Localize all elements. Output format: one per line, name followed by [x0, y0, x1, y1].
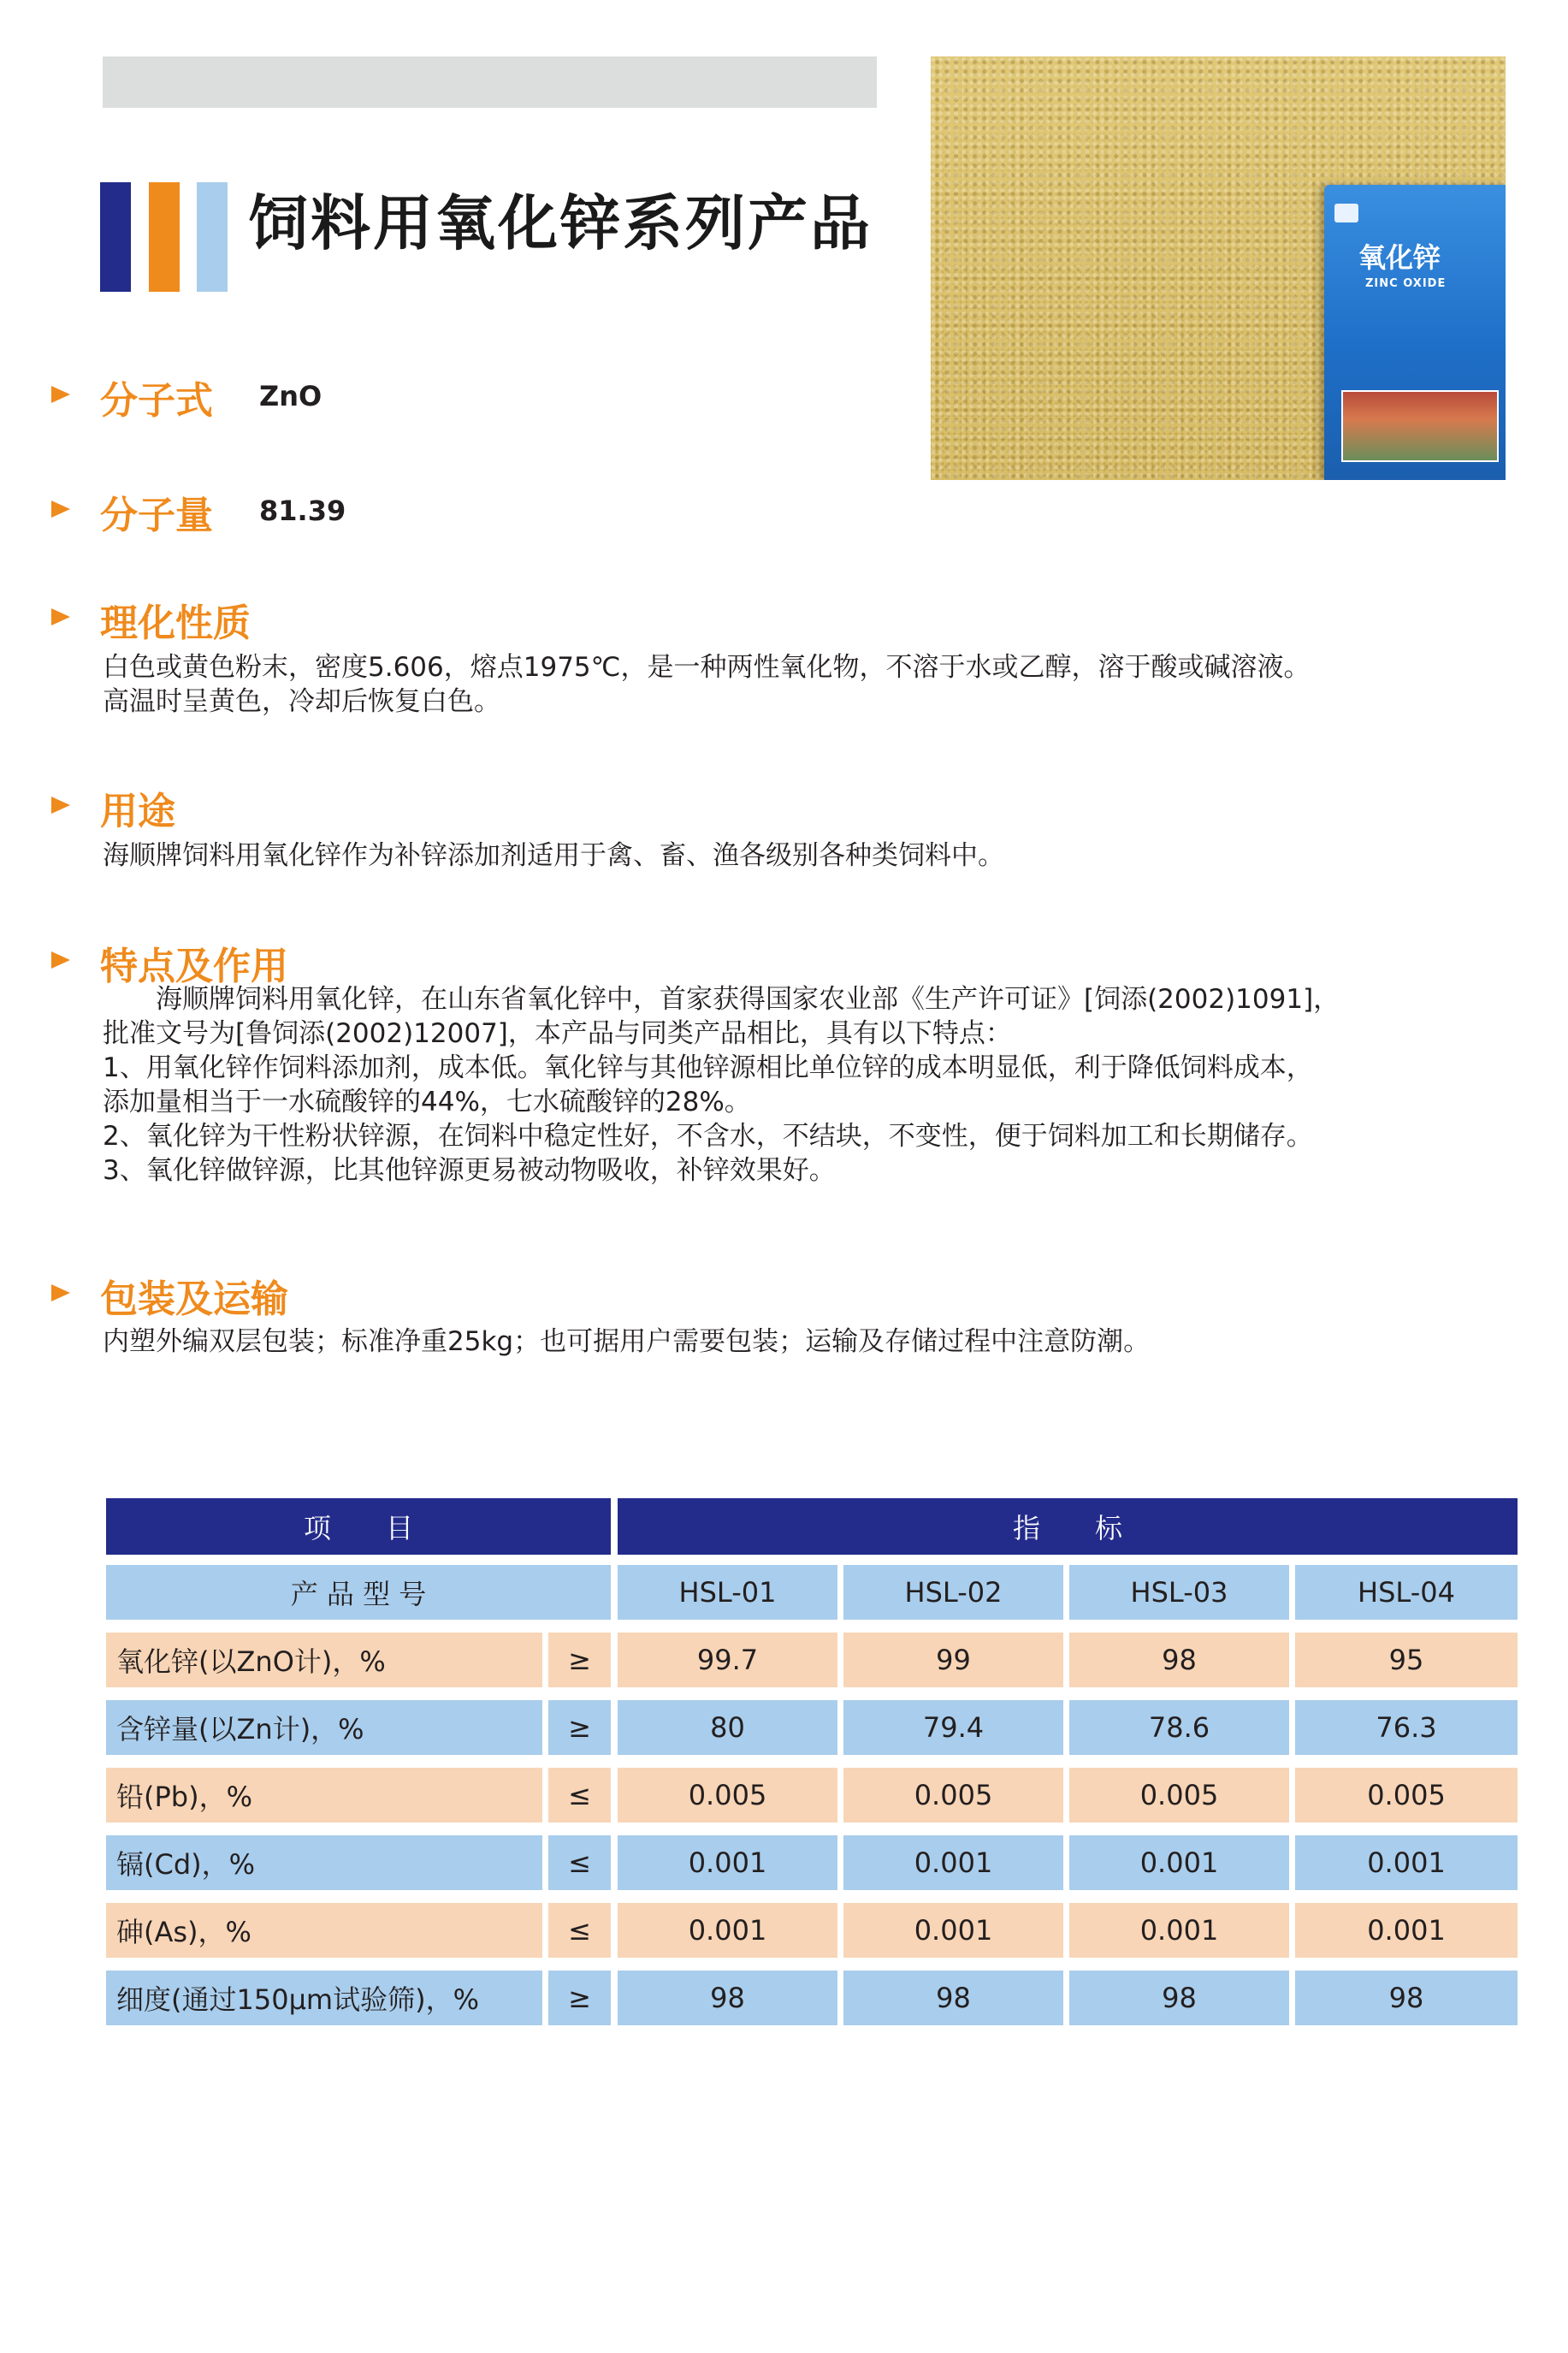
row-value-cell: 99 — [843, 1633, 1063, 1687]
row-value-cell: 0.001 — [1069, 1835, 1289, 1890]
header-gray-bar — [103, 56, 877, 108]
row-name-cell: 含锌量(以Zn计)，% — [106, 1700, 542, 1755]
model-label-cell: 产 品 型 号 — [106, 1565, 611, 1620]
row-value-cell: 79.4 — [843, 1700, 1063, 1755]
properties-line-2: 高温时呈黄色，冷却后恢复白色。 — [103, 686, 500, 717]
features-label: 特点及作用 — [100, 945, 288, 988]
row-value-cell: 0.001 — [618, 1903, 837, 1958]
row-operator-cell: ≥ — [548, 1633, 611, 1687]
row-value-cell: 0.001 — [843, 1903, 1063, 1958]
model-cell: HSL-02 — [843, 1565, 1063, 1620]
bullet-arrow-icon — [51, 797, 70, 814]
row-value-cell: 0.001 — [843, 1835, 1063, 1890]
product-photo — [931, 56, 1506, 480]
model-cell: HSL-03 — [1069, 1565, 1289, 1620]
row-name-cell: 氧化锌(以ZnO计)，% — [106, 1633, 542, 1687]
row-value-cell: 95 — [1295, 1633, 1518, 1687]
bullet-arrow-icon — [51, 501, 70, 518]
row-value-cell: 0.005 — [843, 1768, 1063, 1823]
row-value-cell: 0.001 — [1069, 1903, 1289, 1958]
features-line-5: 2、氧化锌为干性粉状锌源，在饲料中稳定性好，不含水，不结块，不变性，便于饲料加工和长期储存。 — [103, 1121, 1313, 1152]
row-name-cell: 砷(As)，% — [106, 1903, 542, 1958]
row-value-cell: 0.005 — [1295, 1768, 1518, 1823]
row-value-cell: 76.3 — [1295, 1700, 1518, 1755]
molecular-weight-value: 81.39 — [259, 495, 346, 527]
row-operator-cell: ≥ — [548, 1700, 611, 1755]
model-cell: HSL-04 — [1295, 1565, 1518, 1620]
row-value-cell: 0.005 — [1069, 1768, 1289, 1823]
title-stripe-navy — [100, 182, 131, 292]
row-value-cell: 99.7 — [618, 1633, 837, 1687]
bullet-arrow-icon — [51, 386, 70, 403]
row-value-cell: 0.001 — [1295, 1835, 1518, 1890]
row-operator-cell: ≥ — [548, 1971, 611, 2025]
row-value-cell: 98 — [1069, 1633, 1289, 1687]
row-name-cell: 镉(Cd)，% — [106, 1835, 542, 1890]
row-operator-cell: ≤ — [548, 1835, 611, 1890]
factory-building-image — [1341, 390, 1499, 462]
row-value-cell: 98 — [843, 1971, 1063, 2025]
bag-title: 氧化锌 — [1358, 241, 1441, 274]
row-name-cell: 铅(Pb)，% — [106, 1768, 542, 1823]
page-title: 饲料用氧化锌系列产品 — [248, 188, 873, 258]
features-line-2: 批准文号为[鲁饲添(2002)12007]，本产品与同类产品相比，具有以下特点： — [103, 1018, 1012, 1049]
row-operator-cell: ≤ — [548, 1768, 611, 1823]
formula-label: 分子式 — [100, 379, 213, 423]
features-line-4: 添加量相当于一水硫酸锌的44%，七水硫酸锌的28%。 — [103, 1087, 751, 1117]
row-value-cell: 98 — [1069, 1971, 1289, 2025]
row-operator-cell: ≤ — [548, 1903, 611, 1958]
row-value-cell: 0.001 — [1295, 1903, 1518, 1958]
title-stripe-orange — [149, 182, 180, 292]
properties-label: 理化性质 — [100, 602, 251, 645]
features-line-6: 3、氧化锌做锌源，比其他锌源更易被动物吸收，补锌效果好。 — [103, 1155, 836, 1186]
bag-subtitle: ZINC OXIDE — [1365, 277, 1447, 290]
usage-label: 用途 — [100, 790, 175, 833]
bullet-arrow-icon — [51, 608, 70, 625]
packaging-label: 包装及运输 — [100, 1277, 288, 1321]
table-header-index: 指 标 — [618, 1498, 1518, 1555]
row-value-cell: 80 — [618, 1700, 837, 1755]
usage-line-1: 海顺牌饲料用氧化锌作为补锌添加剂适用于禽、畜、渔各级别各种类饲料中。 — [103, 840, 1004, 871]
title-stripe-lightblue — [197, 182, 228, 292]
bullet-arrow-icon — [51, 951, 70, 969]
row-name-cell: 细度(通过150μm试验筛)，% — [106, 1971, 542, 2025]
row-value-cell: 0.005 — [618, 1768, 837, 1823]
row-value-cell: 98 — [618, 1971, 837, 2025]
formula-value: ZnO — [259, 380, 322, 412]
table-header-item: 项 目 — [106, 1498, 611, 1555]
row-value-cell: 78.6 — [1069, 1700, 1289, 1755]
row-value-cell: 98 — [1295, 1971, 1518, 2025]
features-line-1: 海顺牌饲料用氧化锌，在山东省氧化锌中，首家获得国家农业部《生产许可证》[饲添(2002)1091]， — [103, 984, 1340, 1015]
brand-logo-icon — [1334, 204, 1358, 222]
packaging-line-1: 内塑外编双层包装；标准净重25kg；也可据用户需要包装；运输及存储过程中注意防潮。 — [103, 1326, 1151, 1357]
model-cell: HSL-01 — [618, 1565, 837, 1620]
features-line-3: 1、用氧化锌作饲料添加剂，成本低。氧化锌与其他锌源相比单位锌的成本明显低，利于降低饲料成本， — [103, 1052, 1313, 1083]
properties-line-1: 白色或黄色粉末，密度5.606，熔点1975℃，是一种两性氧化物，不溶于水或乙醇，溶于酸或碱溶液。 — [103, 652, 1311, 683]
row-value-cell: 0.001 — [618, 1835, 837, 1890]
product-bag-image — [1324, 185, 1506, 480]
bullet-arrow-icon — [51, 1284, 70, 1301]
molecular-weight-label: 分子量 — [100, 494, 213, 537]
